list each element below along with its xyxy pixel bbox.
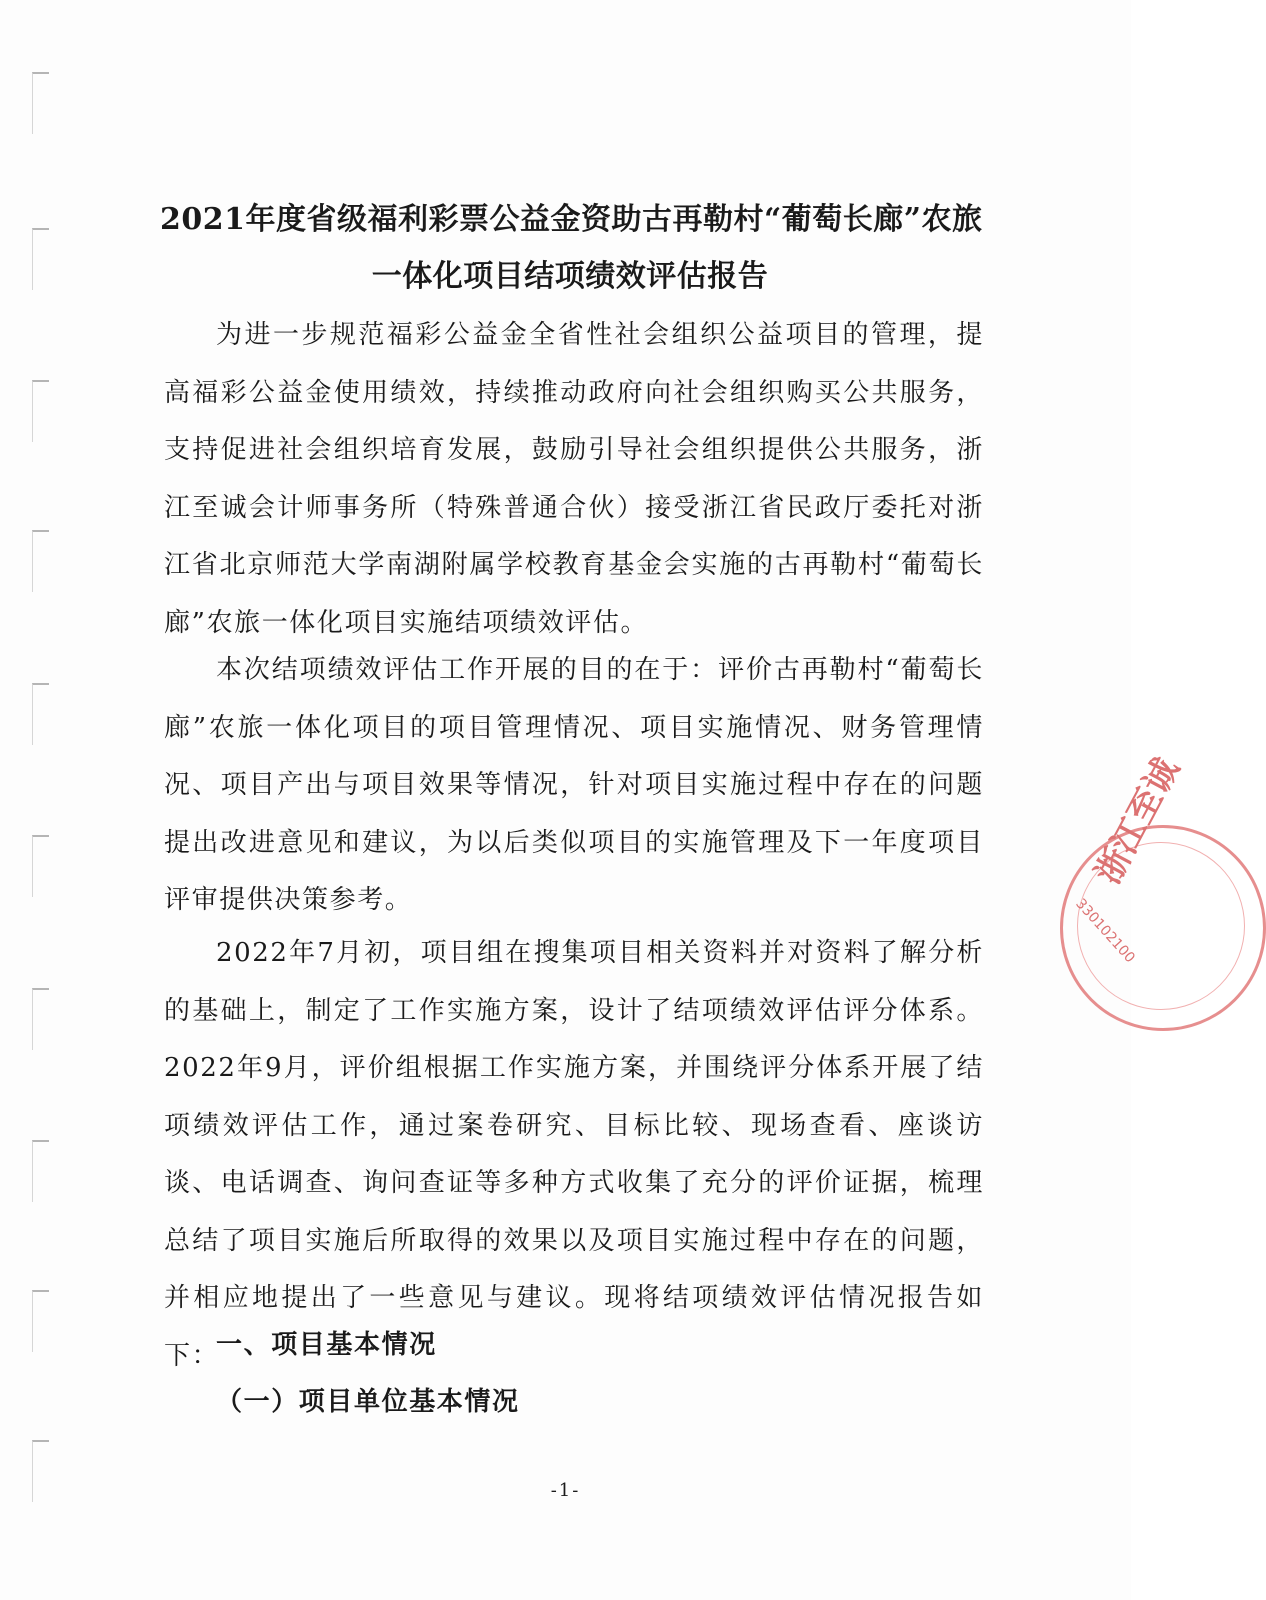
section-heading: 一、项目基本情况 (216, 1330, 437, 1360)
subsection-heading: （一）项目单位基本情况 (216, 1387, 520, 1417)
binding-mark (32, 683, 49, 745)
binding-mark (32, 228, 49, 290)
purpose-paragraph: 本次结项绩效评估工作开展的目的在于：评价古再勒村“葡萄长廊”农旅一体化项目的项目管理情况、项目实施情况、财务管理情况、项目产出与项目效果等情况，针对项目实施过程中存在的问题提出改进意见和建议，为以后类似项目的实施管理及下一年度项目评审提供决策参考。 (164, 655, 984, 915)
binding-mark (32, 1290, 49, 1352)
seal-code: 330102100 (1072, 895, 1138, 967)
process-paragraph: 2022年7月初，项目组在搜集项目相关资料并对资料了解分析的基础上，制定了工作实施方案，设计了结项绩效评估评分体系。2022年9月，评价组根据工作实施方案，并围绕评分体系开展了结项绩效评估工作，通过案卷研究、目标比较、现场查看、座谈访谈、电话调查、询问查证等多种方式收集了充分的评价证据，梳理总结了项目实施后所取得的效果以及项目实施过程中存在的问题，并相应地提出了一些意见与建议。现将结项绩效评估情况报告如下： (164, 938, 984, 1371)
page-number: -1- (550, 1480, 581, 1501)
intro-paragraph: 为进一步规范福彩公益金全省性社会组织公益项目的管理，提高福彩公益金使用绩效，持续推动政府向社会组织购买公共服务，支持促进社会组织培育发展，鼓励引导社会组织提供公共服务，浙江至诚会计师事务所（特殊普通合伙）接受浙江省民政厅委托对浙江省北京师范大学南湖附属学校教育基金会实施的古再勒村“葡萄长廊”农旅一体化项目实施结项绩效评估。 (164, 320, 984, 638)
binding-mark (32, 380, 49, 442)
binding-mark (32, 835, 49, 897)
seal-text: 浙江至诚 (1088, 751, 1188, 891)
binding-mark (32, 72, 49, 134)
binding-mark (32, 988, 49, 1050)
binding-mark (32, 1140, 49, 1202)
official-seal (1060, 751, 1266, 1031)
report-title-line-1: 2021年度省级福利彩票公益金资助古再勒村“葡萄长廊”农旅 (160, 202, 983, 237)
binding-mark (32, 530, 49, 592)
report-title-line-2: 一体化项目结项绩效评估报告 (371, 259, 769, 294)
